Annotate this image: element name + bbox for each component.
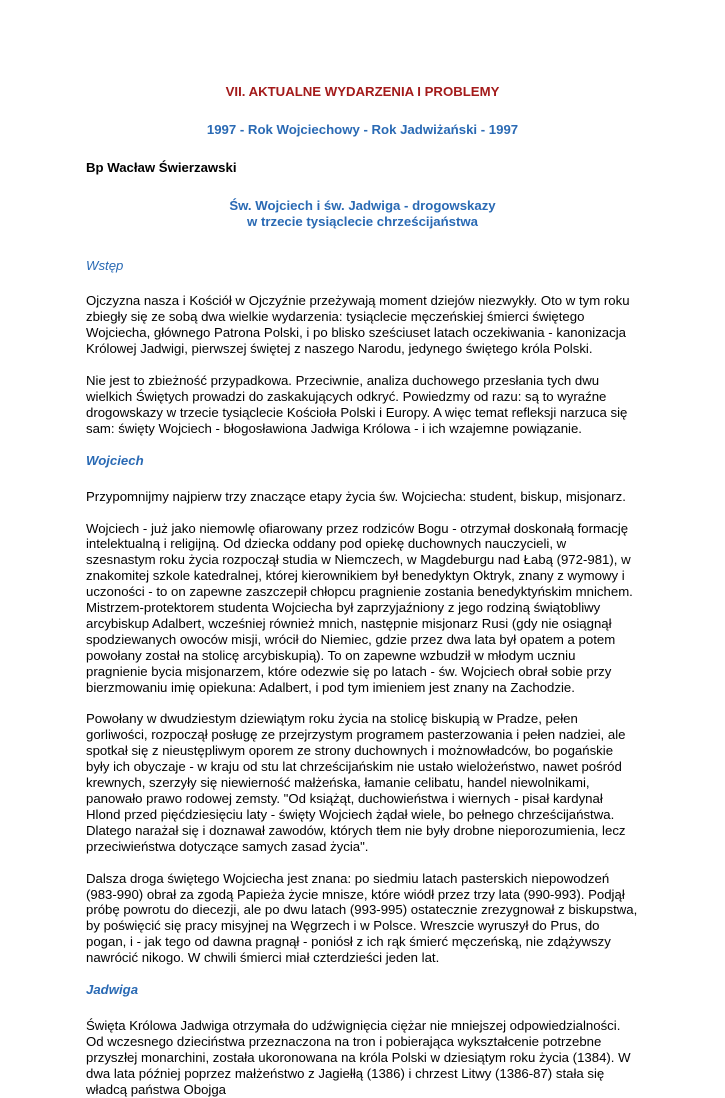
intro-paragraph-1: Ojczyzna nasza i Kościół w Ojczyźnie przeżywają moment dziejów niezwykły. Oto w tym roku zbiegły się ze sobą dwa wielkie wydarzenia: tysiąclecie męczeńskiej śmierci świętego Wojciecha, głównego Patrona Polski, i po blisko sześciuset latach oczekiwania - kanonizacja Królowej Jadwigi, pierwszej świętej z naszego Narodu, jedynego świętego króla Polski. (86, 293, 630, 357)
article-title-line-2: w trzecie tysiąclecie chrześcijaństwa (247, 213, 478, 229)
author-name: Bp Wacław Świerzawski (86, 159, 237, 175)
wojciech-paragraph-4: Dalsza droga świętego Wojciecha jest znana: po siedmiu latach pasterskich niepowodzeń (983-990) obrał za zgodą Papieża życie mnisze, które wiódł przez trzy lata (990-993). Podjął próbę powrotu do diecezji, ale po dwu latach (993-995) ostatecznie zrezygnował z biskupstwa, by poświęcić się pracy misyjnej na Węgrzech i w Polsce. Wreszcie wyruszył do Prus, do pogan, i - jak tego od dawna pragnął - poniósł z ich rąk śmierć męczeńską, nie zdążywszy nawrócić nikogo. W chwili śmierci miał czterdzieści jeden lat. (86, 870, 638, 966)
article-title (86, 198, 639, 230)
year-heading: 1997 - Rok Wojciechowy - Rok Jadwiżański - 1997 (206, 121, 519, 137)
intro-heading: Wstęp (86, 257, 124, 273)
jadwiga-heading: Jadwiga (86, 982, 139, 998)
wojciech-paragraph-1: Przypomnijmy najpierw trzy znaczące etapy życia św. Wojciecha: student, biskup, misjonarz. (86, 488, 626, 504)
section-heading: VII. AKTUALNE WYDARZENIA I PROBLEMY (225, 84, 500, 99)
article-title-line-1: Św. Wojciech i św. Jadwiga - drogowskazy (229, 197, 496, 213)
jadwiga-paragraph-1: Święta Królowa Jadwiga otrzymała do udźwignięcia ciężar nie mniejszej odpowiedzialności. Od wczesnego dzieciństwa przeznaczona na tron i pobierająca wykształcenie potrzebne przyszłej monarchini, została ukoronowana na króla Polski w dziesiątym roku życia (1384). W dwa lata później poprzez małżeństwo z Jagiełłą (1386) i chrzest Litwy (1386-87) stała się władcą państwa Obojga (86, 1017, 631, 1097)
wojciech-paragraph-2: Wojciech - już jako niemowlę ofiarowany przez rodziców Bogu - otrzymał doskonałą formację intelektualną i religijną. Od dziecka oddany pod opiekę duchownych nauczycieli, w szesnastym roku życia rozpoczął studia w Niemczech, w Magdeburgu nad Łabą (972-981), w znakomitej szkole katedralnej, której kierownikiem był benedyktyn Oktryk, znany z wymowy i uczoności - to on zapewne zaszczepił chłopcu pragnienie zostania benedyktyńskim mnichem. Mistrzem-protektorem studenta Wojciecha był zaprzyjaźniony z jego rodziną świątobliwy arcybiskup Adalbert, wcześniej również mnich, następnie misjonarz Rusi (gdy nie osiągnął spodziewanych owoców misji, wrócił do Niemiec, gdzie przez dwa lata był opatem a potem powołany został na stolicę arcybiskupią). To on zapewne wzbudził w młodym uczniu pragnienie bycia misjonarzem, które odezwie się po latach - św. Wojciech obrał sobie przy bierzmowaniu imię opiekuna: Adalbert, i pod tym imieniem jest znany na Zachodzie. (86, 520, 633, 695)
intro-paragraph-2: Nie jest to zbieżność przypadkowa. Przeciwnie, analiza duchowego przesłania tych dwu wielkich Świętych prowadzi do zaskakujących odkryć. Powiedzmy od razu: są to wyraźne drogowskazy w trzecie tysiąclecie Kościoła Polski i Europy. A więc temat refleksji narzuca się sam: święty Wojciech - błogosławiona Jadwiga Królowa - i ich wzajemne powiązanie. (86, 373, 628, 436)
wojciech-heading: Wojciech (86, 452, 144, 468)
wojciech-paragraph-3: Powołany w dwudziestym dziewiątym roku życia na stolicę biskupią w Pradze, pełen gorliwości, rozpoczął posługę ze przejrzystym programem pasterzowania i pełen nadziei, ale spotkał się z nieustępliwym oporem ze strony duchownych i możnowładców, bo pogańskie były ich obyczaje - w kraju od stu lat chrześcijańskim nie ustało wielożeństwo, nawet pośród krewnych, szerzyły się niewierność małżeńska, łamanie celibatu, handel niewolnikami, panowało prawo rodowej zemsty. "Od książąt, duchowieństwa i wiernych - pisał kardynał Hlond przed pięćdziesięciu laty - święty Wojciech żądał wiele, bo pełnego chrześcijaństwa. Dlatego narażał się i doznawał zawodów, których tłem nie były drobne nieporozumienia, lecz przeciwieństwa dotyczące samych zasad życia". (86, 711, 626, 854)
